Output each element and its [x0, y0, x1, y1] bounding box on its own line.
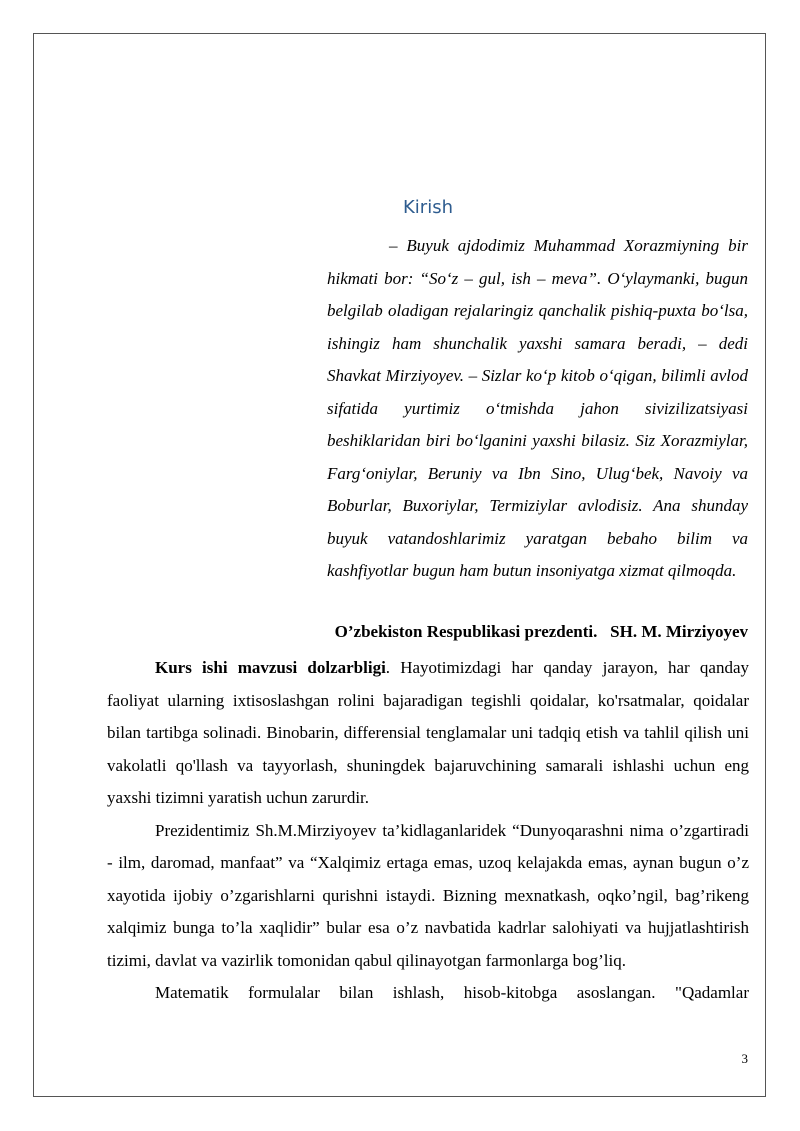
- section-heading: Kirish: [403, 197, 453, 218]
- page-number: 3: [741, 1051, 748, 1066]
- paragraph-text: . Hayotimizdagi har qanday jarayon, har qanday faoliyat ularning ixtisoslashgan rolini bajaradigan tegishli qoidalar, ko'rsatmalar, qoidalar bilan tartibga solinadi. Binobarin, differensial tenglamalar uni tadqiq etish va tahlil qilish uni vakolatli qo'llash va tayyorlash, shuningdek bajaruvchining samarali ishlashi uchun eng yaxshi tizimni yaratish uchun zarurdir.: [107, 658, 749, 807]
- paragraph-formulas: Matematik formulalar bilan ishlash, hisob-kitobga asoslangan. "Qadamlar: [155, 983, 749, 1002]
- epigraph-quote: [327, 230, 748, 588]
- body-text: [107, 652, 749, 1010]
- quote-attribution: O’zbekiston Respublikasi prezdenti. SH. M. Mirziyoyev: [334, 622, 748, 641]
- epigraph-text: – Buyuk ajdodimiz Muhammad Xorazmiyning bir hikmati bor: “So‘z – gul, ish – meva”. O‘ylaymanki, bugun belgilab oladigan rejalaringiz qanchalik pishiq-puxta bo‘lsa, ishingiz ham shunchalik yaxshi samara beradi, – dedi Shavkat Mirziyoyev. – Sizlar ko‘p kitob o‘qigan, bilimli avlod sifatida yurtimiz o‘tmishda jahon sivizilizatsiyasi beshiklaridan biri bo‘lganini yaxshi bilasiz. Siz Xorazmiylar, Farg‘oniylar, Beruniy va Ibn Sino, Ulug‘bek, Navoiy va Boburlar, Buxoriylar, Termiziylar avlodisiz. Ana shunday buyuk vatandoshlarimiz yaratgan bebaho bilim va kashfiyotlar bugun ham butun insoniyatga xizmat qilmoqda.: [327, 236, 748, 580]
- paragraph-relevance: [107, 652, 749, 815]
- paragraph-lead: Kurs ishi mavzusi dolzarbligi: [155, 658, 386, 677]
- paragraph-president: Prezidentimiz Sh.M.Mirziyoyev ta’kidlaganlaridek “Dunyoqarashni nima o’zgartiradi - ilm, daromad, manfaat” va “Xalqimiz ertaga emas, uzoq kelajakda emas, aynan bugun o’z xayotida ijobiy o’zgarishlarni qurishni istaydi. Bizning mexnatkash, oqko’ngil, bag’rikeng xalqimiz bunga to’la xaqlidir” bular esa o’z navbatida kadrlar salohiyati va hujjatlashtirish tizimi, davlat va vazirlik tomonidan qabul qilinayotgan farmonlarga bog’liq.: [107, 820, 749, 970]
